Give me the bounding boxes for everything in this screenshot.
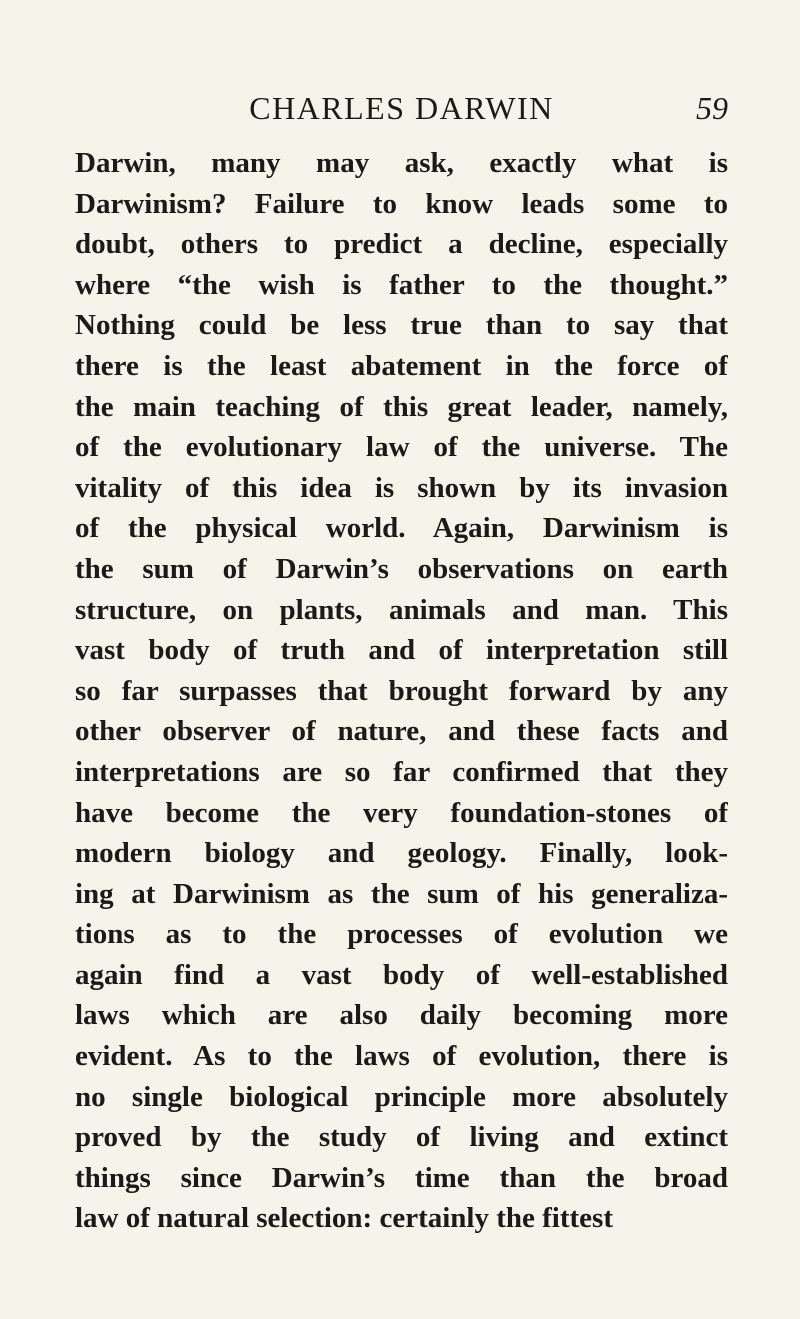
text-line: the sum of Darwin’s observations on earth <box>75 552 728 585</box>
text-line: Nothing could be less true than to say that <box>75 309 728 342</box>
text-line: tions as to the processes of evolution we <box>75 918 728 951</box>
text-line: laws which are also daily becoming more <box>75 999 728 1032</box>
page-number: 59 <box>696 90 728 126</box>
text-line: evident. As to the laws of evolution, there is <box>75 1040 728 1073</box>
text-line: doubt, others to predict a decline, especially <box>75 228 728 261</box>
text-line: no single biological principle more absolutely <box>75 1080 728 1113</box>
text-line: the main teaching of this great leader, namely, <box>75 390 728 423</box>
text-line: there is the least abatement in the force of <box>75 349 728 382</box>
text-line: where “the wish is father to the thought.” <box>75 268 728 301</box>
body-text <box>75 143 728 1239</box>
running-head <box>75 88 728 128</box>
text-line: vitality of this idea is shown by its invasion <box>75 471 728 504</box>
text-line: so far surpasses that brought forward by any <box>75 674 728 707</box>
text-line: interpretations are so far confirmed that they <box>75 755 728 788</box>
text-line: Darwin, many may ask, exactly what is <box>75 147 728 179</box>
running-title: CHARLES DARWIN <box>249 90 554 126</box>
text-line: of the evolutionary law of the universe. The <box>75 431 728 464</box>
text-line: other observer of nature, and these facts and <box>75 715 728 748</box>
text-line: of the physical world. Again, Darwinism is <box>75 512 728 545</box>
text-line: have become the very foundation-stones of <box>75 796 728 829</box>
text-line: law of natural selection: certainly the fittest <box>75 1202 613 1235</box>
text-line: ing at Darwinism as the sum of his generaliza- <box>75 877 728 910</box>
text-line: Darwinism? Failure to know leads some to <box>75 187 728 220</box>
text-line: proved by the study of living and extinct <box>75 1121 728 1154</box>
text-line: vast body of truth and of interpretation still <box>75 634 728 667</box>
text-line: modern biology and geology. Finally, look- <box>75 837 728 870</box>
text-line: again find a vast body of well-established <box>75 958 728 991</box>
text-line: things since Darwin’s time than the broad <box>75 1161 728 1194</box>
text-line: structure, on plants, animals and man. This <box>75 593 728 626</box>
